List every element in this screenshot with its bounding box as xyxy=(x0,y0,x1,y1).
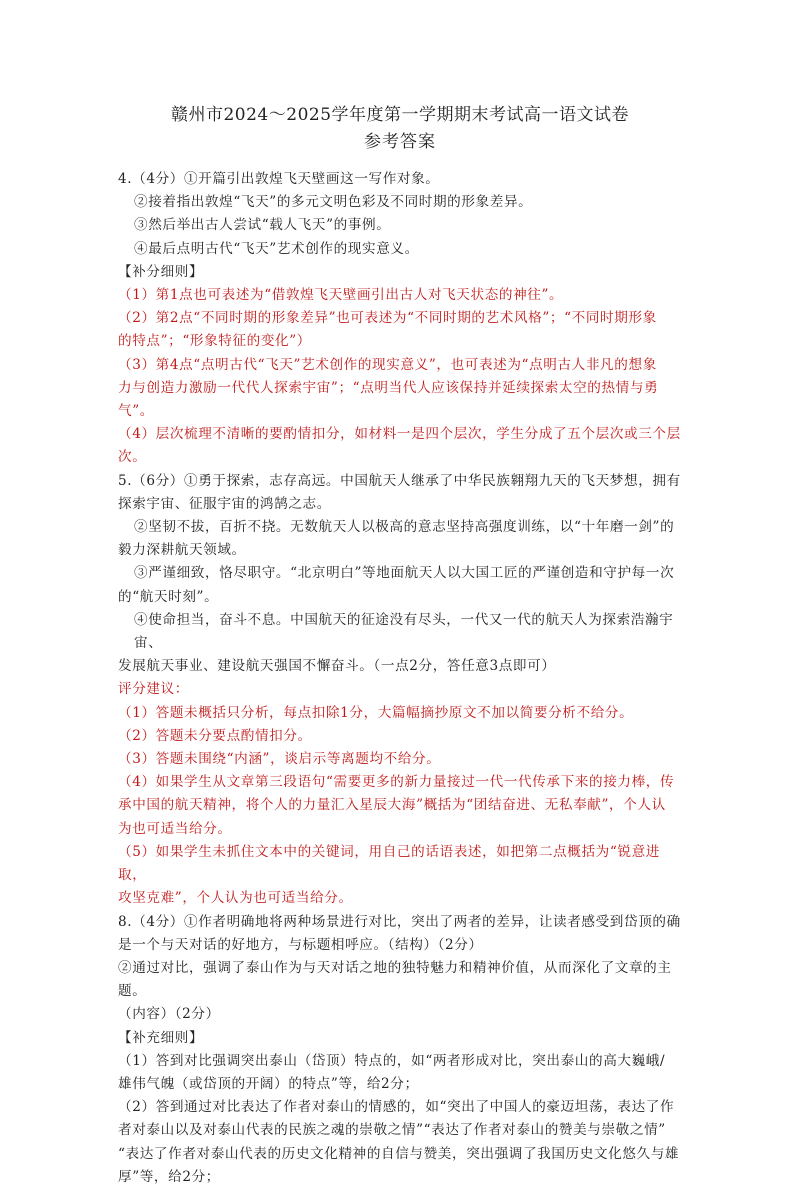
q5-answer-point-3-line-1: ③严谨细致，恪尽职守。“北京明白”等地面航天人以大国工匠的严谨创造和守护每一次 xyxy=(134,565,675,582)
q4-rules-heading: 【补分细则】 xyxy=(118,263,204,280)
q4-rule-4-line-2: 次。 xyxy=(118,449,147,466)
q5-rule-4-line-3: 为也可适当给分。 xyxy=(118,820,232,837)
question-4 xyxy=(118,168,688,470)
q4-answer-point-4: ④最后点明古代“飞天”艺术创作的现实意义。 xyxy=(134,240,419,257)
q4-answer-point-3: ③然后举出古人尝试“载人飞天”的事例。 xyxy=(134,217,391,234)
q5-rule-5-line-1: （5）如果学生未抓住文本中的关键词，用自己的话语表述，如把第二点概括为“锐意进取， xyxy=(118,843,660,884)
q5-answer-point-4-line-1: ④使命担当，奋斗不息。中国航天的征途没有尽头，一代又一代的航天人为探索浩瀚宇宙、 xyxy=(134,611,674,652)
page-subtitle: 参考答案 xyxy=(364,132,436,152)
q8-rule-2-line-1: （2）答到通过对比表达了作者对泰山的情感的，如“突出了中国人的豪迈坦荡，表达了作 xyxy=(118,1099,675,1116)
q5-rule-3: （3）答题未围绕“内涵”，谈启示等离题均不给分。 xyxy=(118,751,441,768)
q5-rule-5-line-2: 攻坚克难”，个人认为也可适当给分。 xyxy=(118,890,353,907)
q5-rule-1: （1）答题未概括只分析，每点扣除1分，大篇幅摘抄原文不加以简要分析不给分。 xyxy=(118,704,634,721)
q4-rule-3-line-2: 力与创造力激励一代代人探索宇宙”；“点明当代人应该保持并延续探索太空的热情与勇气”。 xyxy=(118,379,659,420)
q5-answer-point-2-line-2: 毅力深耕航天领域。 xyxy=(118,542,246,559)
page-title: 赣州市2024～2025学年度第一学期期末考试高一语文试卷 xyxy=(170,105,630,125)
q8-answer-point-1-line-2: 是一个与天对话的好地方，与标题相呼应。（结构）（2分） xyxy=(118,936,483,953)
q8-answer-point-1-line-1: 8.（4分）①作者明确地将两种场景进行对比，突出了两者的差异，让读者感受到岱顶的确 xyxy=(118,913,681,930)
q5-rule-4-line-2: 承中国的航天精神，将个人的力量汇入星辰大海”概括为“团结奋进、无私奉献”，个人认 xyxy=(118,797,666,814)
q8-rule-1-line-2: 雄伟气魄（或岱顶的开阔）的特点”等，给2分； xyxy=(118,1075,419,1092)
answer-content xyxy=(118,168,688,1189)
q8-rules-heading: 【补充细则】 xyxy=(118,1029,204,1046)
q5-rule-2: （2）答题未分要点酌情扣分。 xyxy=(118,727,312,744)
q4-rule-2-line-2: 的特点”；“形象特征的变化”） xyxy=(118,333,311,350)
q4-rule-3-line-1: （3）第4点“点明古代“飞天”艺术创作的现实意义”，也可表述为“点明古人非凡的想象 xyxy=(118,356,657,373)
q8-rule-2-line-4: 厚”等，给2分； xyxy=(118,1168,220,1185)
q4-answer-point-1: 4.（4分）①开篇引出敦煌飞天壁画这一写作对象。 xyxy=(118,171,440,187)
q8-rule-1-line-1: （1）答到对比强调突出泰山（岱顶）特点的，如“两者形成对比，突出泰山的高大巍峨/ xyxy=(118,1052,666,1069)
q8-rule-2-line-3: “表达了作者对泰山代表的历史文化精神的自信与赞美，突出强调了我国历史文化悠久与雄 xyxy=(118,1145,680,1162)
q8-answer-point-2-line-1: ②通过对比，强调了泰山作为与天对话之地的独特魅力和精神价值，从而深化了文章的主题。 xyxy=(118,959,672,1000)
q4-rule-1: （1）第1点也可表述为“借敦煌飞天壁画引出古人对飞天状态的神往”。 xyxy=(118,287,564,304)
question-8 xyxy=(118,911,688,1189)
q5-answer-point-3-line-2: 的“航天时刻”。 xyxy=(118,588,219,605)
q5-answer-point-2-line-1: ②坚韧不拔，百折不挠。无数航天人以极高的意志坚持高强度训练，以“十年磨一剑”的 xyxy=(134,519,675,536)
q8-rule-2-line-2: 者对泰山以及对泰山代表的民族之魂的崇敬之情”“表达了作者对泰山的赞美与崇敬之情” xyxy=(118,1122,666,1139)
q5-rules-heading: 评分建议： xyxy=(118,681,189,698)
q5-answer-point-1-line-2: 探索宇宙、征服宇宙的鸿鹄之志。 xyxy=(118,495,331,512)
q8-answer-point-2-line-2: （内容）（2分） xyxy=(118,1006,220,1023)
q5-rule-4-line-1: （4）如果学生从文章第三段语句“需要更多的新力量接过一代一代传承下来的接力棒，传 xyxy=(118,774,675,791)
q5-answer-point-1-line-1: 5.（6分）①勇于探索，志存高远。中国航天人继承了中华民族翱翔九天的飞天梦想，拥有 xyxy=(118,472,681,489)
q4-rule-4-line-1: （4）层次梳理不清晰的要酌情扣分，如材料一是四个层次，学生分成了五个层次或三个层 xyxy=(118,426,681,443)
q5-answer-point-4-line-2: 发展航天事业、建设航天强国不懈奋斗。（一点2分，答任意3点即可） xyxy=(118,658,556,675)
q4-rule-2-line-1: （2）第2点“不同时期的形象差异”也可表述为“不同时期的艺术风格”；“不同时期形象 xyxy=(118,310,657,327)
q4-answer-point-2: ②接着指出敦煌“飞天”的多元文明色彩及不同时期的形象差异。 xyxy=(134,194,533,211)
question-5 xyxy=(118,470,688,911)
